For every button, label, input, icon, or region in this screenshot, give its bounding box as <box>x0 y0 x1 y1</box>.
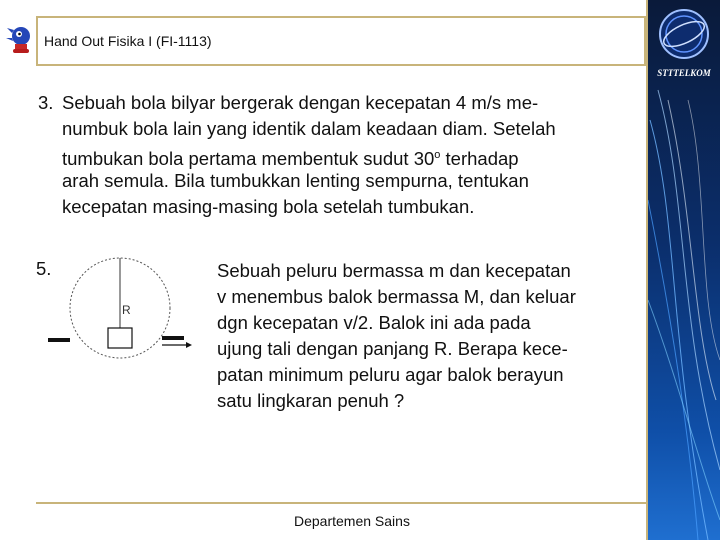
question-3-line: numbuk bola lain yang identik dalam keadaan diam. Setelah <box>62 118 556 139</box>
question-5-line: v menembus balok bermassa M, dan keluar <box>217 286 576 307</box>
right-decorative-panel <box>648 0 720 540</box>
question-3-line: terhadap <box>440 148 519 170</box>
question-5-line: patan minimum peluru agar balok berayun <box>217 364 564 385</box>
degree-symbol: o <box>434 149 441 161</box>
question-5-line: dgn kecepatan v/2. Balok ini ada pada <box>217 312 531 333</box>
logo-text: STTTELKOM <box>657 68 711 78</box>
question-5-line: Sebuah peluru bermassa m dan kecepatan <box>217 260 571 281</box>
arrowhead-icon <box>186 342 192 348</box>
footer-divider <box>36 502 646 504</box>
sonic-logo-icon <box>6 24 36 54</box>
bullet-out-icon <box>162 336 184 340</box>
question-5-number: 5. <box>36 258 52 279</box>
question-3-line: tumbukan bola pertama membentuk sudut 30 <box>62 148 435 170</box>
bullet-in-icon <box>48 338 70 342</box>
question-5-line: satu lingkaran penuh ? <box>217 390 405 411</box>
question-3-line: arah semula. Bila tumbukkan lenting sempurna, tentukan <box>62 170 529 191</box>
block-rect <box>108 328 132 348</box>
pendulum-diagram <box>40 240 200 360</box>
question-5-line: ujung tali dengan panjang R. Berapa kece- <box>217 338 568 359</box>
question-3-number: 3. <box>38 92 54 113</box>
panel-light-streaks <box>648 0 720 540</box>
header-title: Hand Out Fisika I (FI-1113) <box>44 33 212 49</box>
radius-label: R <box>122 303 131 317</box>
question-3-line: Sebuah bola bilyar bergerak dengan kecepatan 4 m/s me- <box>62 92 539 113</box>
question-3-line: kecepatan masing-masing bola setelah tumbukan. <box>62 196 475 217</box>
footer-text: Departemen Sains <box>294 513 410 529</box>
